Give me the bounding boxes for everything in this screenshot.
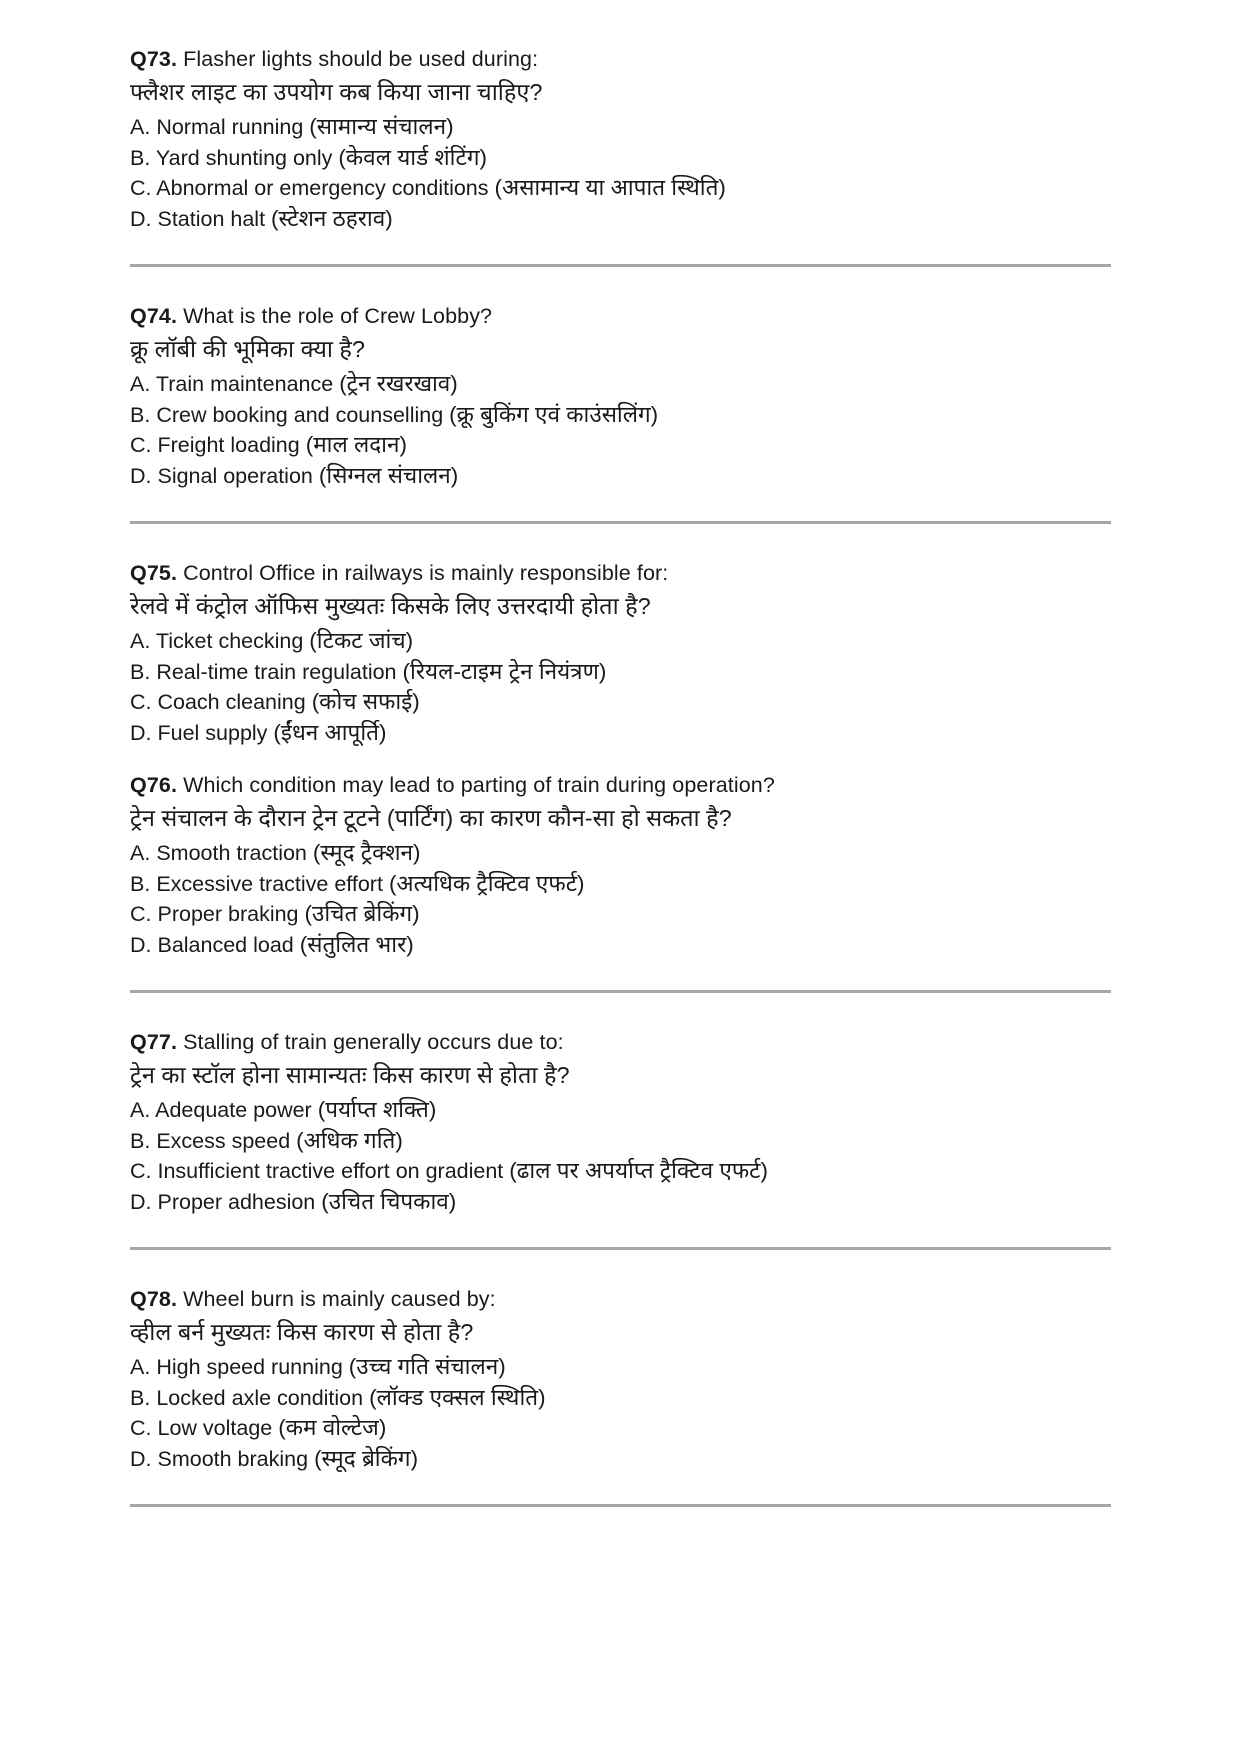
option-text-english: Balanced load — [157, 932, 294, 957]
option-text-hindi: (माल लदान) — [305, 432, 407, 457]
option-text-english: Low voltage — [157, 1416, 273, 1440]
question-heading — [130, 301, 1111, 331]
question-number: Q73. — [130, 47, 178, 71]
option-label: C. — [130, 1416, 152, 1440]
option-text-english: Proper adhesion — [157, 1189, 316, 1214]
option-text-hindi: (कोच सफाई) — [311, 689, 420, 714]
option-list — [130, 1352, 1111, 1474]
option-item[interactable] — [130, 400, 1111, 431]
option-label: A. — [130, 1098, 151, 1122]
option-text-hindi: (ट्रेन रखरखाव) — [339, 371, 458, 396]
option-label: D. — [130, 206, 152, 231]
option-text-english: Abnormal or emergency conditions — [156, 176, 489, 200]
option-label: D. — [130, 463, 152, 488]
option-text-hindi: (सामान्य संचालन) — [309, 114, 454, 139]
spacer — [130, 993, 1111, 1027]
option-label: A. — [130, 629, 151, 653]
option-label: B. — [130, 145, 151, 170]
question-block-q74 — [130, 301, 1111, 491]
option-item[interactable] — [130, 1383, 1111, 1414]
option-text-english: Normal running — [156, 115, 304, 139]
option-item[interactable] — [130, 899, 1111, 930]
option-item[interactable] — [130, 1187, 1111, 1218]
question-heading — [130, 558, 1111, 588]
question-heading — [130, 1027, 1111, 1057]
question-block-q77 — [130, 1027, 1111, 1217]
option-text-hindi: (असामान्य या आपात स्थिति) — [494, 175, 726, 200]
question-number: Q75. — [130, 561, 178, 585]
section-divider — [130, 1504, 1111, 1507]
option-text-english: Real-time train regulation — [156, 659, 397, 684]
spacer — [130, 234, 1111, 264]
option-text-english: High speed running — [156, 1355, 343, 1379]
option-text-hindi: (कम वोल्टेज) — [278, 1415, 387, 1440]
option-label: C. — [130, 176, 152, 200]
option-text-hindi: (उचित ब्रेकिंग) — [304, 901, 420, 926]
option-item[interactable] — [130, 1126, 1111, 1157]
question-heading — [130, 44, 1111, 74]
option-item[interactable] — [130, 687, 1111, 718]
spacer — [130, 1250, 1111, 1284]
option-text-english: Crew booking and counselling — [156, 402, 444, 427]
option-list — [130, 1095, 1111, 1217]
option-item[interactable] — [130, 838, 1111, 869]
option-text-english: Smooth traction — [156, 841, 307, 865]
question-list — [130, 44, 1111, 1507]
spacer — [130, 960, 1111, 990]
option-text-hindi: (लॉक्ड एक्सल स्थिति) — [369, 1384, 546, 1410]
option-label: D. — [130, 720, 152, 745]
option-text-english: Locked axle condition — [156, 1385, 364, 1410]
question-text-hindi: रेलवे में कंट्रोल ऑफिस मुख्यतः किसके लिए उत्तरदायी होता है? — [130, 593, 651, 619]
option-text-hindi: (पर्याप्त शक्ति) — [317, 1097, 437, 1122]
question-text-english: Flasher lights should be used during: — [183, 47, 539, 71]
option-text-hindi: (उच्च गति संचालन) — [348, 1354, 506, 1379]
option-text-english: Fuel supply — [157, 720, 268, 745]
question-heading — [130, 770, 1111, 800]
spacer — [130, 524, 1111, 558]
option-text-hindi: (उचित चिपकाव) — [321, 1188, 457, 1214]
question-text-english: Wheel burn is mainly caused by: — [183, 1287, 496, 1311]
option-label: C. — [130, 690, 152, 714]
question-number: Q77. — [130, 1030, 178, 1054]
question-text-hindi: फ्लैशर लाइट का उपयोग कब किया जाना चाहिए? — [130, 79, 543, 105]
option-item[interactable] — [130, 626, 1111, 657]
question-text-english: Control Office in railways is mainly responsible for: — [183, 561, 669, 585]
spacer — [130, 748, 1111, 770]
spacer — [130, 491, 1111, 521]
question-text-hindi: व्हील बर्न मुख्यतः किस कारण से होता है? — [130, 1319, 474, 1345]
option-item[interactable] — [130, 112, 1111, 143]
option-item[interactable] — [130, 1156, 1111, 1187]
question-heading — [130, 1284, 1111, 1314]
option-text-hindi: (टिकट जांच) — [309, 628, 414, 653]
question-number: Q76. — [130, 773, 178, 797]
question-text-english: Which condition may lead to parting of train during operation? — [183, 773, 775, 797]
option-text-english: Train maintenance — [155, 372, 334, 396]
option-label: A. — [130, 372, 151, 396]
option-label: A. — [130, 841, 151, 865]
option-item[interactable] — [130, 143, 1111, 174]
option-label: B. — [130, 659, 151, 684]
option-label: D. — [130, 1446, 152, 1471]
question-text-hindi: क्रू लॉबी की भूमिका क्या है? — [130, 336, 365, 362]
option-text-english: Yard shunting only — [155, 145, 333, 170]
option-text-english: Smooth braking — [157, 1446, 309, 1471]
spacer — [130, 1474, 1111, 1504]
option-list — [130, 838, 1111, 960]
option-text-english: Coach cleaning — [157, 690, 306, 714]
option-text-hindi: (ढाल पर अपर्याप्त ट्रैक्टिव एफर्ट) — [509, 1158, 769, 1183]
option-label: D. — [130, 1189, 152, 1214]
option-text-english: Excessive tractive effort — [156, 871, 383, 896]
option-item[interactable] — [130, 869, 1111, 900]
option-label: A. — [130, 1355, 151, 1379]
option-list — [130, 112, 1111, 234]
option-text-english: Freight loading — [157, 433, 300, 457]
option-item[interactable] — [130, 204, 1111, 235]
option-text-hindi: (स्मूद ट्रैक्शन) — [312, 840, 421, 865]
option-text-hindi: (स्टेशन ठहराव) — [271, 205, 393, 231]
option-list — [130, 626, 1111, 748]
option-item[interactable] — [130, 1352, 1111, 1383]
option-item[interactable] — [130, 1413, 1111, 1444]
question-block-q76 — [130, 770, 1111, 960]
option-text-english: Station halt — [157, 206, 266, 231]
option-text-hindi: (ईंधन आपूर्ति) — [273, 719, 387, 745]
option-text-english: Ticket checking — [155, 629, 304, 653]
option-text-hindi: (सिग्नल संचालन) — [318, 462, 459, 488]
option-label: C. — [130, 902, 152, 926]
option-text-hindi: (रियल-टाइम ट्रेन नियंत्रण) — [402, 658, 607, 684]
question-text-english: What is the role of Crew Lobby? — [183, 304, 493, 328]
question-block-q73 — [130, 44, 1111, 234]
option-label: B. — [130, 402, 151, 427]
question-text-hindi: ट्रेन संचालन के दौरान ट्रेन टूटने (पार्टिंग) का कारण कौन-सा हो सकता है? — [130, 805, 732, 831]
question-text-hindi: ट्रेन का स्टॉल होना सामान्यतः किस कारण से होता है? — [130, 1062, 570, 1088]
option-text-english: Proper braking — [157, 902, 299, 926]
option-text-hindi: (क्रू बुकिंग एवं काउंसलिंग) — [449, 401, 659, 427]
option-text-english: Signal operation — [157, 463, 313, 488]
option-label: C. — [130, 1159, 152, 1183]
question-text-english: Stalling of train generally occurs due to: — [183, 1030, 564, 1054]
question-number: Q78. — [130, 1287, 178, 1311]
option-text-hindi: (स्मूद ब्रेकिंग) — [314, 1445, 419, 1471]
option-item[interactable] — [130, 369, 1111, 400]
option-label: B. — [130, 1385, 151, 1410]
option-item[interactable] — [130, 1095, 1111, 1126]
option-label: B. — [130, 1128, 151, 1153]
option-label: C. — [130, 433, 152, 457]
option-list — [130, 369, 1111, 491]
option-text-english: Adequate power — [155, 1098, 312, 1122]
option-item[interactable] — [130, 461, 1111, 492]
option-text-english: Insufficient tractive effort on gradient — [157, 1159, 504, 1183]
question-number: Q74. — [130, 304, 178, 328]
option-item[interactable] — [130, 930, 1111, 961]
option-text-hindi: (अत्यधिक ट्रैक्टिव एफर्ट) — [388, 870, 585, 896]
spacer — [130, 267, 1111, 301]
option-item[interactable] — [130, 173, 1111, 204]
option-item[interactable] — [130, 718, 1111, 749]
option-item[interactable] — [130, 1444, 1111, 1475]
option-label: D. — [130, 932, 152, 957]
option-item[interactable] — [130, 657, 1111, 688]
option-text-hindi: (केवल यार्ड शंटिंग) — [338, 144, 487, 170]
option-label: A. — [130, 115, 151, 139]
option-text-hindi: (अधिक गति) — [296, 1127, 403, 1153]
option-item[interactable] — [130, 430, 1111, 461]
option-text-hindi: (संतुलित भार) — [299, 931, 414, 957]
question-block-q75 — [130, 558, 1111, 748]
question-block-q78 — [130, 1284, 1111, 1474]
option-label: B. — [130, 871, 151, 896]
spacer — [130, 1217, 1111, 1247]
option-text-english: Excess speed — [156, 1128, 291, 1153]
